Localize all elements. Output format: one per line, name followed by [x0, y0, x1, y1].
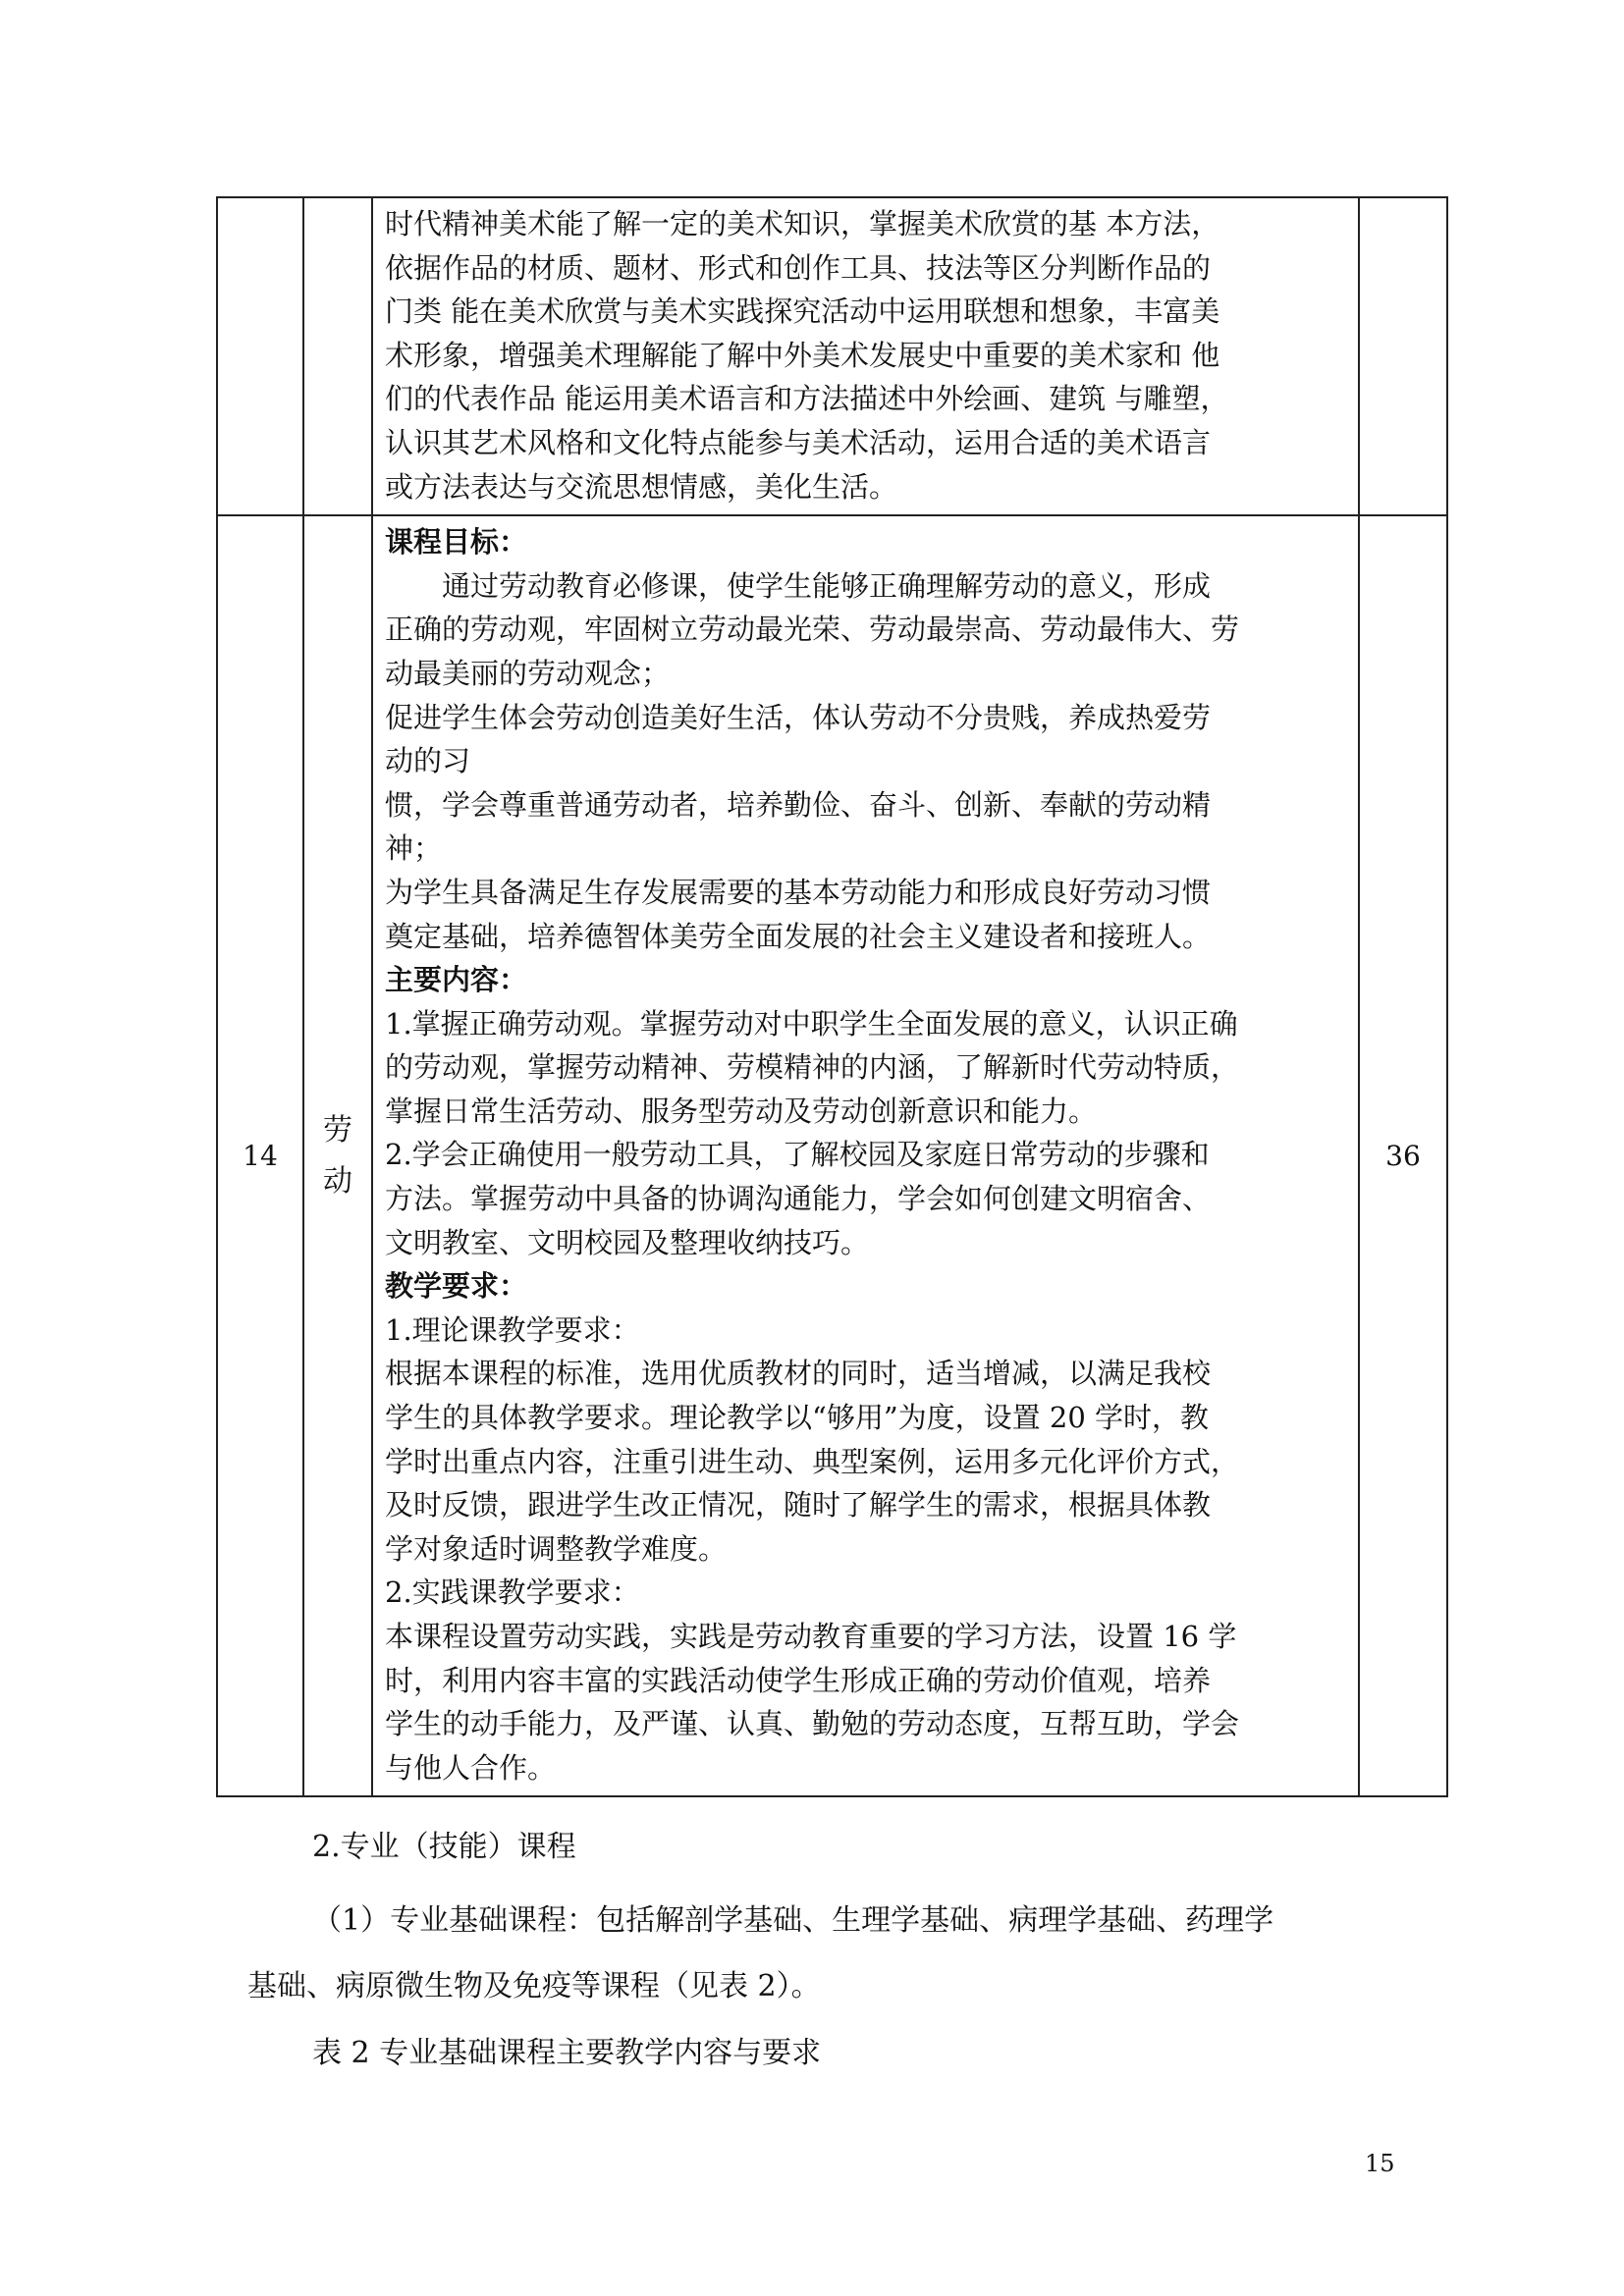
content-heading: 主要内容： [385, 963, 528, 997]
content-line: 认识其艺术风格和文化特点能参与美术活动，运用合适的美术语言 [385, 425, 1212, 459]
requirement-line: 时，利用内容丰富的实践活动使学生形成正确的劳动价值观，培养 [385, 1663, 1212, 1697]
content-line: 掌握日常生活劳动、服务型劳动及劳动创新意识和能力。 [385, 1094, 1098, 1128]
paragraph-line: （1）专业基础课程：包括解剖学基础、生理学基础、病理学基础、药理学 [312, 1903, 1274, 1938]
requirement-line: 学生的具体教学要求。理论教学以“够用”为度，设置 20 学时，教 [385, 1401, 1209, 1435]
requirement-line: 与他人合作。 [385, 1750, 557, 1785]
goal-line: 动最美丽的劳动观念； [385, 656, 671, 690]
course-name-cell [303, 515, 372, 1796]
goal-line: 促进学生体会劳动创造美好生活，体认劳动不分贵贱，养成热爱劳 [385, 700, 1212, 734]
requirement-line: 2.实践课教学要求： [385, 1575, 640, 1610]
course-content-cell [372, 197, 1359, 515]
goal-line: 奠定基础，培养德智体美劳全面发展的社会主义建设者和接班人。 [385, 919, 1212, 953]
requirement-line: 及时反馈，跟进学生改正情况，随时了解学生的需求，根据具体教 [385, 1488, 1212, 1522]
table-caption: 表 2 专业基础课程主要教学内容与要求 [312, 2036, 822, 2070]
content-line: 的劳动观，掌握劳动精神、劳模精神的内涵，了解新时代劳动特质， [385, 1050, 1240, 1085]
course-content-cell [372, 515, 1359, 1796]
row-number-cell: 14 [217, 515, 303, 1796]
section-title: 2.专业（技能）课程 [312, 1830, 576, 1864]
requirement-line: 本课程设置劳动实践，实践是劳动教育重要的学习方法，设置 16 学 [385, 1620, 1237, 1653]
content-line: 依据作品的材质、题材、形式和创作工具、技法等区分判断作品的 [385, 250, 1212, 285]
goal-line: 为学生具备满足生存发展需要的基本劳动能力和形成良好劳动习惯 [385, 875, 1212, 909]
row-number-cell [217, 197, 303, 515]
course-table [216, 196, 1448, 1797]
requirement-line: 根据本课程的标准，选用优质教材的同时，适当增减，以满足我校 [385, 1357, 1212, 1391]
content-line: 时代精神美术能了解一定的美术知识，掌握美术欣赏的基 本方法， [385, 207, 1220, 240]
goal-line: 动的习 [385, 744, 471, 778]
table-row [217, 515, 1447, 1796]
content-line: 文明教室、文明校园及整理收纳技巧。 [385, 1225, 870, 1259]
goal-line: 通过劳动教育必修课，使学生能够正确理解劳动的意义，形成 [442, 568, 1212, 603]
hours-cell [1359, 197, 1447, 515]
goal-line: 神； [385, 831, 443, 866]
page-number: 15 [1365, 2150, 1395, 2177]
table-row [217, 197, 1447, 515]
course-name-cell [303, 197, 372, 515]
goal-heading: 课程目标： [385, 525, 528, 560]
content-line: 或方法表达与交流思想情感，美化生活。 [385, 469, 898, 504]
paragraph-line: 基础、病原微生物及免疫等课程（见表 2）。 [247, 1969, 821, 2003]
content-line: 们的代表作品 能运用美术语言和方法描述中外绘画、建筑 与雕塑， [385, 382, 1229, 416]
goal-line: 正确的劳动观，牢固树立劳动最光荣、劳动最崇高、劳动最伟大、劳 [385, 613, 1240, 647]
requirement-line: 学时出重点内容，注重引进生动、典型案例，运用多元化评价方式， [385, 1444, 1240, 1478]
content-line: 方法。掌握劳动中具备的协调沟通能力，学会如何创建文明宿舍、 [385, 1182, 1212, 1216]
requirement-line: 学生的动手能力，及严谨、认真、勤勉的劳动态度，互帮互助，学会 [385, 1707, 1240, 1741]
content-line: 2.学会正确使用一般劳动工具，了解校园及家庭日常劳动的步骤和 [385, 1138, 1210, 1172]
content-line: 门类 能在美术欣赏与美术实践探究活动中运用联想和想象，丰富美 [385, 294, 1220, 329]
goal-line: 惯，学会尊重普通劳动者，培养勤俭、奋斗、创新、奉献的劳动精 [385, 787, 1212, 822]
requirement-line: 1.理论课教学要求： [385, 1312, 640, 1347]
requirement-line: 学对象适时调整教学难度。 [385, 1531, 728, 1566]
content-line: 1.掌握正确劳动观。掌握劳动对中职学生全面发展的意义，认识正确 [385, 1006, 1238, 1041]
requirement-heading: 教学要求： [385, 1269, 528, 1304]
hours-cell: 36 [1359, 515, 1447, 1796]
course-name: 劳动 [323, 1112, 352, 1199]
content-line: 术形象，增强美术理解能了解中外美术发展史中重要的美术家和 他 [385, 338, 1220, 372]
